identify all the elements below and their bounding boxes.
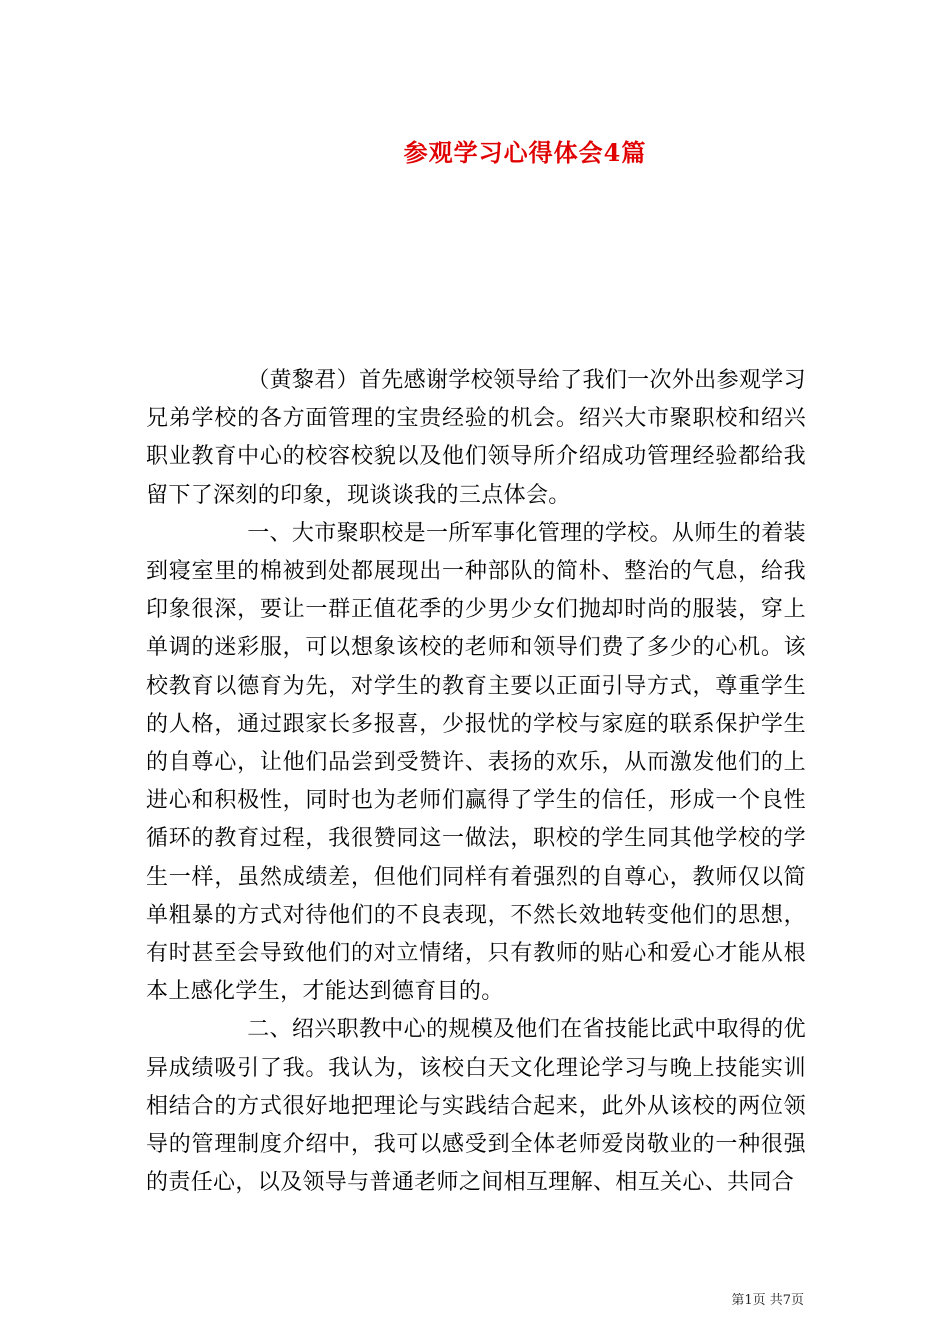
paragraph-intro: （黄黎君）首先感谢学校领导给了我们一次外出参观学习兄弟学校的各方面管理的宝贵经验的机会。绍兴大市聚职校和绍兴职业教育中心的校容校貌以及他们领导所介绍成功管理经验都给我留下了深刻的印象，现谈谈我的三点体会。 [146,368,806,508]
document-title: 参观学习心得体会4篇 [403,138,647,167]
paragraph-point-two: 二、绍兴职教中心的规模及他们在省技能比武中取得的优异成绩吸引了我。我认为，该校白天文化理论学习与晚上技能实训相结合的方式很好地把理论与实践结合起来，此外从该校的两位领导的管理制度介绍中，我可以感受到全体老师爱岗敬业的一种很强的责任心，以及领导与普通老师之间相互理解、相互关心、共同合 [146,1017,806,1196]
page-number-footer: 第1页 共7页 [731,1293,804,1308]
paragraph-point-one: 一、大市聚职校是一所军事化管理的学校。从师生的着装到寝室里的棉被到处都展现出一种部队的简朴、整治的气息，给我印象很深，要让一群正值花季的少男少女们抛却时尚的服装，穿上单调的迷彩服，可以想象该校的老师和领导们费了多少的心机。该校教育以德育为先，对学生的教育主要以正面引导方式，尊重学生的人格，通过跟家长多报喜，少报忧的学校与家庭的联系保护学生的自尊心，让他们品尝到受赞许、表扬的欢乐，从而激发他们的上进心和积极性，同时也为老师们赢得了学生的信任，形成一个良性循环的教育过程，我很赞同这一做法，职校的学生同其他学校的学生一样，虽然成绩差，但他们同样有着强烈的自尊心，教师仅以简单粗暴的方式对待他们的不良表现，不然长效地转变他们的思想，有时甚至会导致他们的对立情绪，只有教师的贴心和爱心才能从根本上感化学生，才能达到德育目的。 [146,520,806,1005]
document-body [146,362,806,1202]
